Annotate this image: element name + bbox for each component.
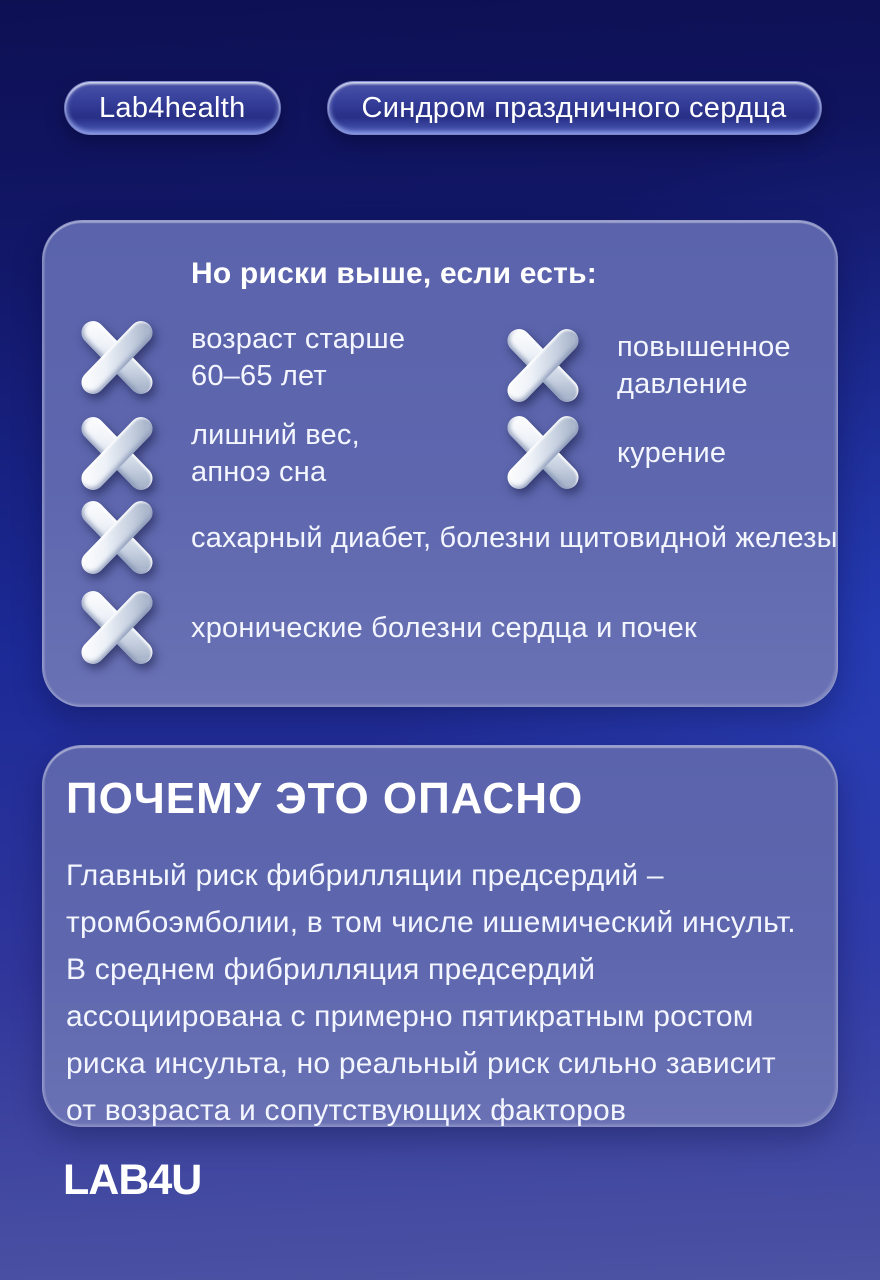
risk-item-text: возраст старше 60–65 лет <box>191 323 406 392</box>
risk-item-text: курение <box>617 436 727 469</box>
why-dangerous-body: Главный риск фибрилляции предсердий – тромбоэмболии, в том числе ишемический инсульт. В среднем фибрилляция предсердий ассоциирована с примерно пятикратным ростом риска инсульта, но реальный риск сильно зависит от возраста и сопутствующих факторов <box>66 859 796 1127</box>
risk-item-diabetes <box>83 502 838 574</box>
risk-item-text: повышенное давление <box>617 331 791 400</box>
risk-item-chronic <box>83 592 697 664</box>
risk-item-text: хронические болезни сердца и почек <box>191 611 697 644</box>
badge-row <box>64 81 822 135</box>
x-mark-icon <box>83 418 151 490</box>
x-mark-icon <box>83 322 151 394</box>
x-mark-icon <box>83 502 151 574</box>
risk-item-pressure <box>509 329 791 403</box>
x-mark-icon <box>509 330 577 402</box>
why-dangerous-heading: ПОЧЕМУ ЭТО ОПАСНО <box>66 774 584 823</box>
risk-item-age <box>83 321 405 395</box>
brand-badge <box>64 81 281 135</box>
risk-item-text: лишний вес, апноэ сна <box>191 419 360 488</box>
risk-factors-card <box>42 220 838 707</box>
risk-item-weight <box>83 417 360 491</box>
brand-badge-label: Lab4health <box>99 91 246 124</box>
x-mark-icon <box>509 417 577 489</box>
risk-item-smoking <box>509 417 726 489</box>
lab4u-logo: LAB4U <box>63 1156 202 1204</box>
topic-badge <box>327 81 822 135</box>
why-dangerous-card <box>42 745 838 1127</box>
topic-badge-label: Синдром праздничного сердца <box>361 91 787 124</box>
risk-item-text: сахарный диабет, болезни щитовидной железы <box>191 521 838 554</box>
risk-factors-heading: Но риски выше, если есть: <box>191 257 597 290</box>
x-mark-icon <box>83 592 151 664</box>
